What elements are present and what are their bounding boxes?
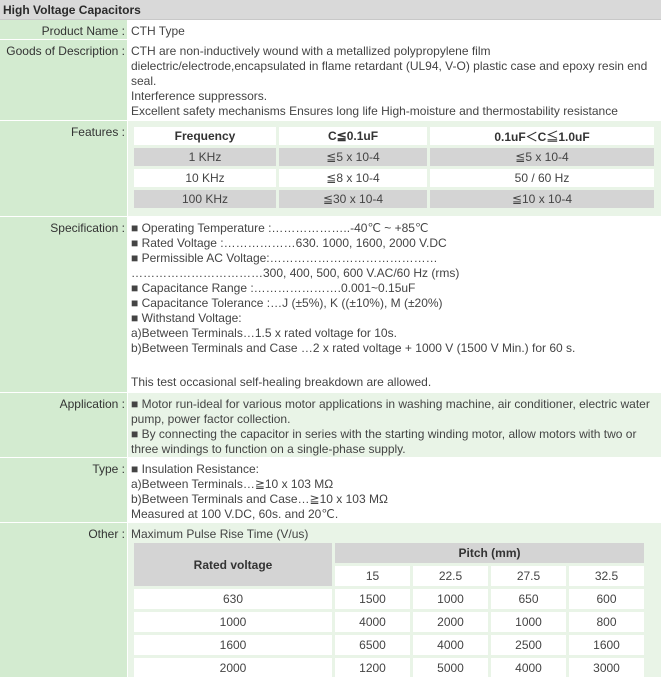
features-label-cell bbox=[0, 121, 127, 216]
goods-value bbox=[128, 40, 661, 120]
table-cell: 600 bbox=[569, 589, 644, 609]
other-label-cell bbox=[0, 523, 127, 677]
spec-line: a)Between Terminals…1.5 x rated voltage for 10s. bbox=[131, 326, 397, 340]
table-cell: 650 bbox=[491, 589, 566, 609]
product-name-row bbox=[0, 20, 661, 40]
product-name-label: Product Name : bbox=[41, 24, 125, 38]
specification-row bbox=[0, 217, 661, 393]
table-row bbox=[134, 658, 644, 678]
goods-line: CTH are non-inductively wound with a metallized polypropylene film dielectric/electrode,encapsulated in flame retardant (UL94, V-O) plastic case and epoxy resin end seal. bbox=[131, 44, 648, 88]
goods-label: Goods of Description : bbox=[6, 44, 125, 58]
spec-line: ■ Capacitance Range :………………….0.001~0.15uF bbox=[131, 281, 416, 295]
section-title-bar bbox=[0, 0, 661, 20]
goods-description-row bbox=[0, 40, 661, 121]
type-line: ■ Insulation Resistance: bbox=[131, 462, 259, 476]
table-cell: 2000 bbox=[413, 612, 488, 632]
table-cell: 1000 bbox=[413, 589, 488, 609]
table-header: Rated voltage bbox=[134, 543, 332, 586]
table-cell: 1000 bbox=[134, 612, 332, 632]
table-cell: ≦10 x 10-4 bbox=[430, 190, 654, 208]
specification-label: Specification : bbox=[50, 221, 125, 235]
table-cell: 1600 bbox=[569, 635, 644, 655]
page-title: High Voltage Capacitors bbox=[3, 3, 141, 17]
type-line: a)Between Terminals…≧10 x 103 MΩ bbox=[131, 477, 334, 491]
table-header: C≦0.1uF bbox=[279, 127, 427, 145]
table-cell: 6500 bbox=[335, 635, 410, 655]
table-cell: 4000 bbox=[335, 612, 410, 632]
table-cell: ≦30 x 10-4 bbox=[279, 190, 427, 208]
table-header-row bbox=[134, 543, 644, 563]
table-cell: 4000 bbox=[491, 658, 566, 678]
table-cell: 1500 bbox=[335, 589, 410, 609]
table-header: 0.1uF＜C≦1.0uF bbox=[430, 127, 654, 145]
table-cell: 3000 bbox=[569, 658, 644, 678]
table-row bbox=[134, 635, 644, 655]
table-row bbox=[134, 190, 654, 208]
spec-blank-line bbox=[131, 356, 658, 375]
table-cell: 1600 bbox=[134, 635, 332, 655]
table-header: 15 bbox=[335, 566, 410, 586]
table-cell: 2000 bbox=[134, 658, 332, 678]
goods-label-cell bbox=[0, 40, 127, 120]
table-cell: 1200 bbox=[335, 658, 410, 678]
other-label: Other : bbox=[88, 527, 125, 541]
table-cell: ≦8 x 10-4 bbox=[279, 169, 427, 187]
table-cell: 100 KHz bbox=[134, 190, 276, 208]
application-label-cell bbox=[0, 393, 127, 457]
goods-line: Interference suppressors. bbox=[131, 89, 268, 103]
spec-line: ■ Capacitance Tolerance :…J (±5%), K ((±10%), M (±20%) bbox=[131, 296, 443, 310]
table-header: Pitch (mm) bbox=[335, 543, 644, 563]
spec-line: This test occasional self-healing breakdown are allowed. bbox=[131, 375, 432, 389]
type-line: Measured at 100 V.DC, 60s. and 20℃. bbox=[131, 507, 339, 521]
table-cell: ≦5 x 10-4 bbox=[279, 148, 427, 166]
table-header: Frequency bbox=[134, 127, 276, 145]
spec-line: ……………………………300, 400, 500, 600 V.AC/60 Hz (rms) bbox=[131, 266, 460, 280]
type-line: b)Between Terminals and Case…≧10 x 103 MΩ bbox=[131, 492, 388, 506]
table-cell: 800 bbox=[569, 612, 644, 632]
table-cell: 2500 bbox=[491, 635, 566, 655]
application-line: ■ By connecting the capacitor in series with the starting winding motor, allow motors with two or three windings to function on a single-phase supply. bbox=[131, 427, 637, 456]
application-line: ■ Motor run-ideal for various motor applications in washing machine, air conditioner, electric water pump, power factor collection. bbox=[131, 397, 650, 426]
table-header: 27.5 bbox=[491, 566, 566, 586]
table-row bbox=[134, 169, 654, 187]
type-label: Type : bbox=[92, 462, 125, 476]
type-row bbox=[0, 458, 661, 523]
table-row bbox=[134, 612, 644, 632]
table-cell: 1 KHz bbox=[134, 148, 276, 166]
type-value bbox=[128, 458, 661, 522]
table-cell: 4000 bbox=[413, 635, 488, 655]
spec-line: ■ Operating Temperature :………………..-40℃ ~ +85℃ bbox=[131, 221, 429, 235]
table-cell: 50 / 60 Hz bbox=[430, 169, 654, 187]
application-row bbox=[0, 393, 661, 458]
product-name-value: CTH Type bbox=[128, 20, 661, 39]
type-label-cell bbox=[0, 458, 127, 522]
spec-line: ■ Withstand Voltage: bbox=[131, 311, 242, 325]
table-cell: 630 bbox=[134, 589, 332, 609]
table-cell: 1000 bbox=[491, 612, 566, 632]
table-header-row bbox=[134, 127, 654, 145]
pulse-caption: Maximum Pulse Rise Time (V/us) bbox=[131, 527, 309, 541]
spec-line: b)Between Terminals and Case …2 x rated voltage + 1000 V (1500 V Min.) for 60 s. bbox=[131, 341, 576, 355]
specification-value bbox=[128, 217, 661, 392]
spec-line: ■ Permissible AC Voltage:…………………………………… bbox=[131, 251, 438, 265]
table-cell: 5000 bbox=[413, 658, 488, 678]
table-row bbox=[134, 589, 644, 609]
goods-line: Excellent safety mechanisms Ensures long life High-moisture and thermostability resistance bbox=[131, 104, 618, 118]
table-cell: ≦5 x 10-4 bbox=[430, 148, 654, 166]
features-table bbox=[131, 124, 657, 211]
specification-label-cell bbox=[0, 217, 127, 392]
table-header: 32.5 bbox=[569, 566, 644, 586]
product-name-label-cell bbox=[0, 20, 127, 39]
features-label: Features : bbox=[70, 125, 125, 139]
spec-line: ■ Rated Voltage :………………630. 1000, 1600, 2000 V.DC bbox=[131, 236, 447, 250]
table-header: 22.5 bbox=[413, 566, 488, 586]
application-value bbox=[128, 393, 661, 457]
table-row bbox=[134, 148, 654, 166]
application-label: Application : bbox=[59, 397, 125, 411]
pulse-rise-table bbox=[131, 540, 647, 681]
table-cell: 10 KHz bbox=[134, 169, 276, 187]
